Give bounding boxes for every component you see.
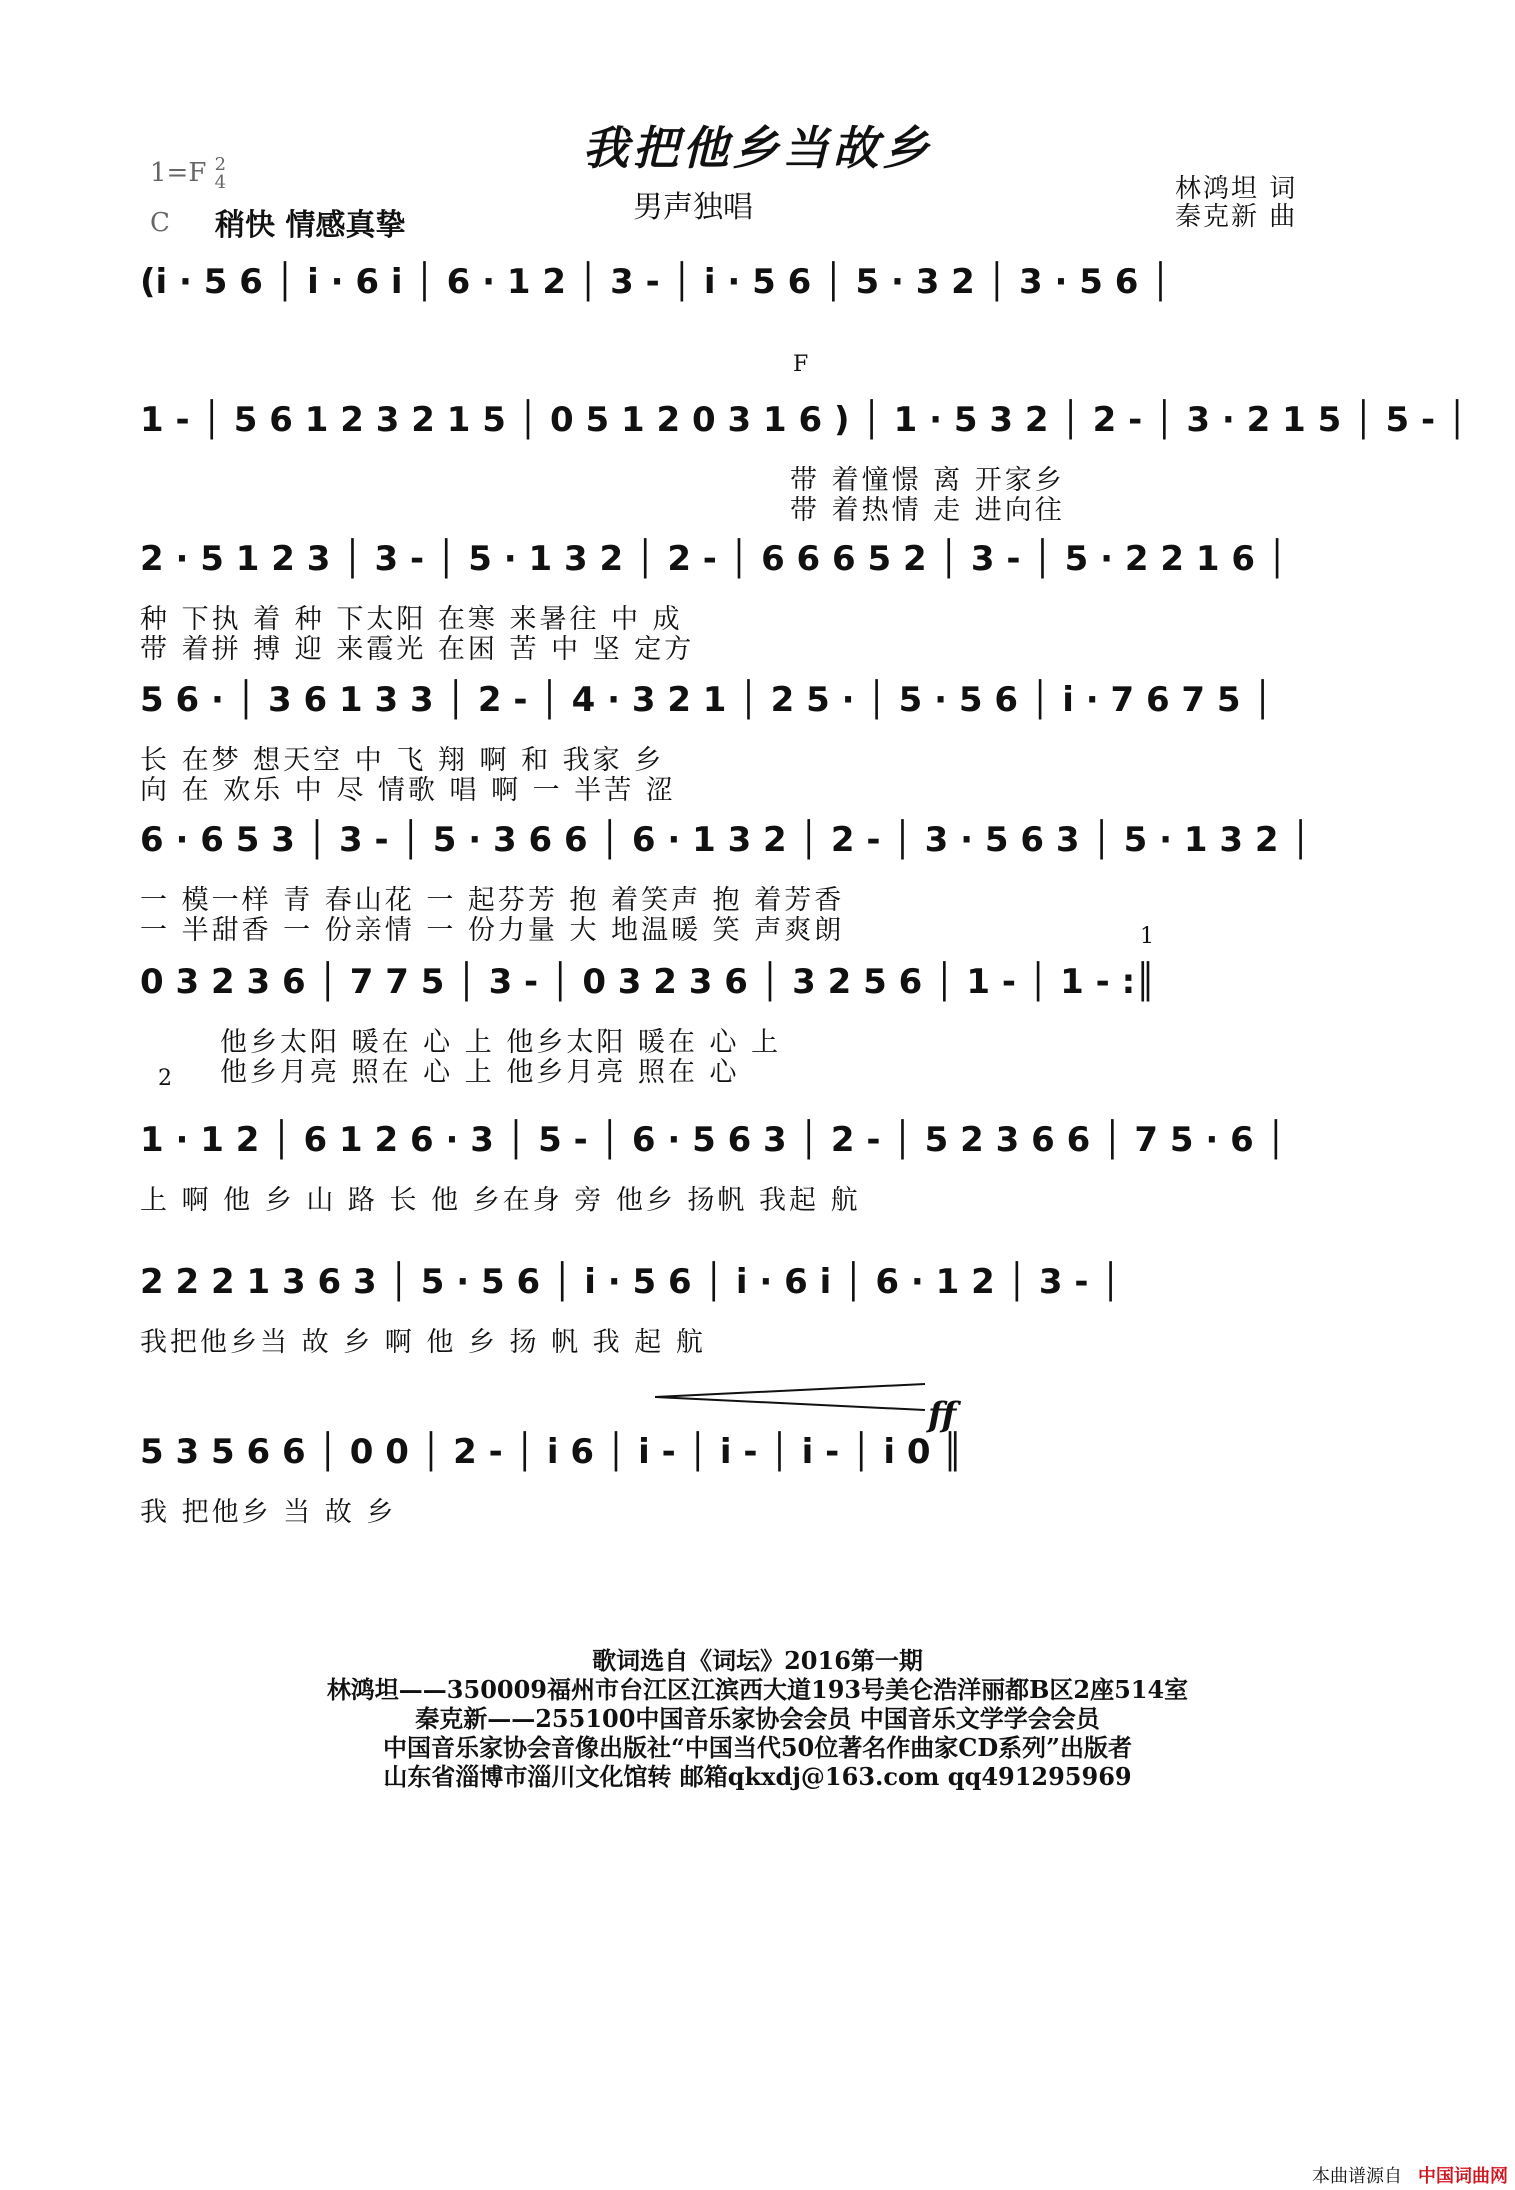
lyrics-verse-2: 一 半甜香 一 份亲情 一 份力量 大 地温暖 笑 声爽朗: [140, 915, 845, 946]
lyrics-verse-2: 向 在 欢乐 中 尽 情歌 唱 啊 一 半苦 涩: [140, 775, 676, 806]
lyrics: 我 把他乡 当 故 乡: [140, 1497, 397, 1528]
lyrics-verse-2: 他乡月亮 照在 心 上 他乡月亮 照在 心: [220, 1057, 740, 1088]
second-ending-mark: 2: [158, 1066, 172, 1091]
credit-line: 秦克新——255100中国音乐家协会会员 中国音乐文学学会会员: [415, 1704, 1100, 1733]
key-signature: [150, 156, 226, 192]
credit-line: 歌词选自《词坛》2016第一期: [592, 1646, 923, 1675]
notation: 2 2 2 1 3 6 3 │ 5 · 5 6 │ i · 5 6 │ i · 6 i │ 6 · 1 2 │ 3 - │: [140, 1262, 1121, 1302]
credit-line: 中国音乐家协会音像出版社“中国当代50位著名作曲家CD系列”出版者: [383, 1733, 1132, 1762]
key-label: 1=F: [150, 158, 207, 188]
lyrics: 上 啊 他 乡 山 路 长 他 乡在身 旁 他乡 扬帆 我起 航: [140, 1185, 861, 1216]
lyrics-verse-1: 长 在梦 想天空 中 飞 翔 啊 和 我家 乡: [140, 745, 665, 776]
credits-block: [0, 1646, 1515, 1791]
voice-type: 男声独唱: [633, 190, 753, 225]
notation: 6 · 6 5 3 │ 3 - │ 5 · 3 6 6 │ 6 · 1 3 2 │ 2 - │ 3 · 5 6 3 │ 5 · 1 3 2 │: [140, 820, 1311, 860]
lyrics-verse-1: 他乡太阳 暖在 心 上 他乡太阳 暖在 心 上: [220, 1027, 782, 1058]
key-change-mark: F: [793, 352, 809, 377]
lyrics-verse-2: 带 着热情 走 进向往: [790, 495, 1065, 526]
dynamic-marking: ff: [928, 1395, 957, 1435]
meter-bottom: 4: [214, 172, 227, 193]
notation: 2 · 5 1 2 3 │ 3 - │ 5 · 1 3 2 │ 2 - │ 6 6 6 5 2 │ 3 - │ 5 · 2 2 1 6 │: [140, 539, 1288, 579]
notation: 1 · 1 2 │ 6 1 2 6 · 3 │ 5 - │ 6 · 5 6 3 │ 2 - │ 5 2 3 6 6 │ 7 5 · 6 │: [140, 1120, 1287, 1160]
notation: 5 3 5 6 6 │ 0 0 │ 2 - │ i 6 │ i - │ i - │ i - │ i 0 ║: [140, 1432, 963, 1472]
composer-credit: 秦克新 曲: [1175, 202, 1298, 232]
lyrics-verse-2: 带 着拼 搏 迎 来霞光 在困 苦 中 坚 定方: [140, 634, 695, 665]
credit-line: 山东省淄博市淄川文化馆转 邮箱qkxdj@163.com qq491295969: [383, 1762, 1132, 1791]
lyrics-verse-1: 种 下执 着 种 下太阳 在寒 来暑往 中 成: [140, 604, 683, 635]
meter-top: 2: [214, 154, 227, 175]
notation: 1 - │ 5 6 1 2 3 2 1 5 │ 0 5 1 2 0 3 1 6 ) │ 1 · 5 3 2 │ 2 - │ 3 · 2 1 5 │ 5 - │: [140, 400, 1468, 440]
lyrics-verse-1: 带 着憧憬 离 开家乡: [790, 465, 1065, 496]
footer-source-label: 本曲谱源自: [1312, 2166, 1402, 2187]
time-signature: [215, 156, 226, 192]
footer-site-link[interactable]: 中国词曲网: [1418, 2166, 1508, 2187]
crescendo-hairpin: [655, 1382, 935, 1412]
notation: 5 6 · │ 3 6 1 3 3 │ 2 - │ 4 · 3 2 1 │ 2 5 · │ 5 · 5 6 │ i · 7 6 7 5 │: [140, 680, 1273, 720]
song-title: 我把他乡当故乡: [582, 121, 933, 175]
tempo-marking: 稍快 情感真挚: [215, 208, 406, 243]
lyricist-credit: 林鸿坦 词: [1175, 174, 1298, 204]
lyrics-verse-1: 一 模一样 青 春山花 一 起芬芳 抱 着笑声 抱 着芳香: [140, 885, 845, 916]
lyrics: 我把他乡当 故 乡 啊 他 乡 扬 帆 我 起 航: [140, 1327, 706, 1358]
notation: (i · 5 6 │ i · 6 i │ 6 · 1 2 │ 3 - │ i · 5 6 │ 5 · 3 2 │ 3 · 5 6 │: [140, 262, 1171, 302]
notation: 0 3 2 3 6 │ 7 7 5 │ 3 - │ 0 3 2 3 6 │ 3 2 5 6 │ 1 - │ 1 - :║: [140, 962, 1156, 1002]
previous-key: C: [150, 208, 170, 238]
first-ending-mark: 1: [1140, 924, 1154, 949]
credit-line: 林鸿坦——350009福州市台江区江滨西大道193号美仑浩洋丽都B区2座514室: [326, 1675, 1189, 1704]
